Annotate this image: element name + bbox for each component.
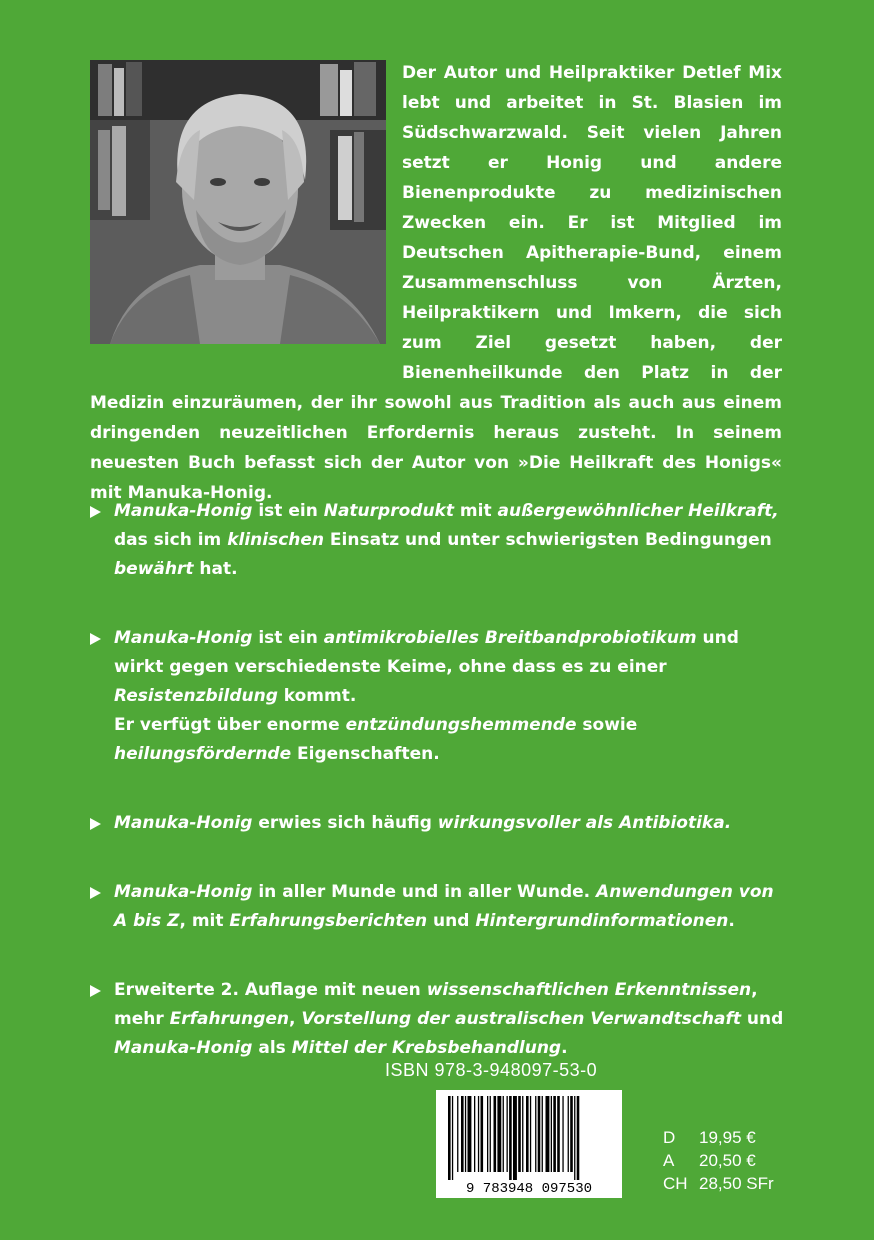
author-bio-text: Der Autor und Heilpraktiker Detlef Mix lebt und arbeitet in St. Blasien im Südschwarzwald. Seit vielen Jahren setzt er Honig und andere Bienenprodukte zu medizinischen Zwecken ein. Er ist Mitglied im Deutschen Apitherapie-Bund, einem Zusammenschluss von Ärzten, Heilpraktikern und Imkern, die sich zum Ziel gesetzt haben, der Bienenheilkunde den Platz in der Medizin einzuräumen, der ihr sowohl aus Tradition als auch aus einem dringenden neuzeitlichen Erfordernis heraus zusteht. In seinem neuesten Buch befasst sich der Autor von »Die Heilkraft des Honigs« mit Manuka-Honig.: [90, 63, 782, 503]
barcode-bar: [530, 1096, 531, 1172]
barcode-bar: [535, 1096, 536, 1172]
feature-item: [88, 809, 788, 838]
body-text: Einsatz und unter schwierigsten Bedingungen: [324, 530, 772, 550]
emphasis-text: außergewöhnlicher Heilkraft,: [497, 501, 779, 521]
triangle-bullet-icon: [90, 887, 101, 899]
barcode-bar: [465, 1096, 466, 1172]
body-text: in aller Munde und in aller Wunde.: [252, 882, 597, 902]
price-row: [663, 1172, 774, 1195]
barcode-bar: [570, 1096, 573, 1172]
body-text: .: [561, 1038, 568, 1058]
body-text: ist ein: [252, 501, 324, 521]
body-text: kommt.: [277, 686, 357, 706]
barcode-bar: [481, 1096, 484, 1172]
barcode-bar: [487, 1096, 488, 1172]
author-bio: [90, 58, 782, 508]
emphasis-text: Manuka-Honig: [114, 882, 253, 902]
barcode-bar: [551, 1096, 552, 1172]
body-text: ,: [289, 1009, 302, 1029]
barcode-bar: [503, 1096, 504, 1172]
emphasis-text: Mittel der Krebsbehandlung: [291, 1038, 562, 1058]
emphasis-text: Resistenzbildung: [114, 686, 278, 706]
barcode-bar: [494, 1096, 497, 1172]
price-country: A: [663, 1151, 675, 1170]
barcode-bar: [509, 1096, 512, 1180]
emphasis-text: wirkungsvoller als Antibiotika.: [437, 813, 732, 833]
body-text: und: [427, 911, 476, 931]
barcode-bar: [457, 1096, 458, 1172]
emphasis-text: klinischen: [227, 530, 325, 550]
emphasis-text: Manuka-Honig: [114, 813, 253, 833]
barcode-bar: [468, 1096, 472, 1172]
barcode-bar: [557, 1096, 560, 1172]
barcode-bar: [542, 1096, 543, 1172]
barcode-bar: [522, 1096, 523, 1172]
body-text: sowie: [576, 715, 638, 735]
barcode-bar: [474, 1096, 475, 1172]
body-text: Er verfügt über enorme: [114, 715, 346, 735]
feature-item: [88, 878, 788, 936]
barcode-bar: [546, 1096, 550, 1172]
emphasis-text: entzündungshemmende: [345, 715, 577, 735]
barcode-bar: [490, 1096, 491, 1172]
feature-item: [88, 497, 788, 584]
price-list: [663, 1126, 774, 1195]
emphasis-text: Anwendungen von A bis Z: [114, 882, 774, 931]
body-text: , mehr: [114, 980, 758, 1029]
barcode-bar: [513, 1096, 517, 1180]
barcode-bar: [478, 1096, 479, 1172]
barcode-bar: [568, 1096, 569, 1172]
barcode-bar: [526, 1096, 529, 1172]
barcode-bar: [518, 1096, 521, 1172]
barcode-bar: [497, 1096, 501, 1172]
body-text: und wirkt gegen verschiedenste Keime, ohne dass es zu einer: [114, 628, 739, 677]
barcode-bar: [562, 1096, 563, 1172]
emphasis-text: Vorstellung der australischen Verwandtschaft: [301, 1009, 741, 1029]
emphasis-text: wissenschaftlichen Erkenntnissen: [426, 980, 752, 1000]
barcode-bar: [448, 1096, 451, 1180]
feature-list: [88, 497, 788, 1063]
emphasis-text: heilungsfördernde: [114, 744, 292, 764]
body-text: erwies sich häufig: [252, 813, 438, 833]
isbn-label: ISBN 978-3-948097-53-0: [385, 1060, 598, 1080]
barcode-bar: [507, 1096, 508, 1172]
barcode: [436, 1090, 622, 1198]
barcode-bar: [577, 1096, 580, 1180]
price-row: [663, 1126, 774, 1149]
body-text: , mit: [179, 911, 230, 931]
emphasis-text: Erfahrungen: [169, 1009, 290, 1029]
price-value: 19,95 €: [699, 1128, 756, 1147]
body-text: das sich im: [114, 530, 228, 550]
price-value: 28,50 SFr: [699, 1174, 774, 1193]
barcode-bar: [461, 1096, 464, 1172]
photo-spacer: [90, 58, 402, 380]
body-text: Erweiterte 2. Auflage mit neuen: [114, 980, 427, 1000]
price-country: D: [663, 1128, 676, 1147]
triangle-bullet-icon: [90, 633, 101, 645]
body-text: .: [728, 911, 735, 931]
triangle-bullet-icon: [90, 818, 101, 830]
price-country: CH: [663, 1174, 688, 1193]
emphasis-text: Manuka-Honig: [114, 628, 253, 648]
emphasis-text: antimikrobielles Breitbandprobiotikum: [323, 628, 697, 648]
triangle-bullet-icon: [90, 985, 101, 997]
barcode-bar: [553, 1096, 556, 1172]
barcode-bar: [538, 1096, 541, 1172]
emphasis-text: Erfahrungsberichten: [229, 911, 428, 931]
emphasis-text: Manuka-Honig: [114, 1038, 253, 1058]
feature-item: [88, 976, 788, 1063]
triangle-bullet-icon: [90, 506, 101, 518]
price-row: [663, 1149, 774, 1172]
barcode-digits: 9 783948 097530: [465, 1181, 593, 1197]
body-text: als: [252, 1038, 292, 1058]
body-text: hat.: [193, 559, 238, 579]
body-text: und: [741, 1009, 784, 1029]
feature-item: [88, 624, 788, 769]
body-text: ist ein: [252, 628, 324, 648]
barcode-bar: [574, 1096, 575, 1180]
emphasis-text: Naturprodukt: [323, 501, 454, 521]
emphasis-text: bewährt: [114, 559, 194, 579]
barcode-bar: [452, 1096, 453, 1180]
price-value: 20,50 €: [699, 1151, 756, 1170]
emphasis-text: Manuka-Honig: [114, 501, 253, 521]
feature-item-extra: [114, 711, 788, 769]
emphasis-text: Hintergrundinformationen: [475, 911, 729, 931]
body-text: Eigenschaften.: [291, 744, 440, 764]
body-text: mit: [453, 501, 498, 521]
